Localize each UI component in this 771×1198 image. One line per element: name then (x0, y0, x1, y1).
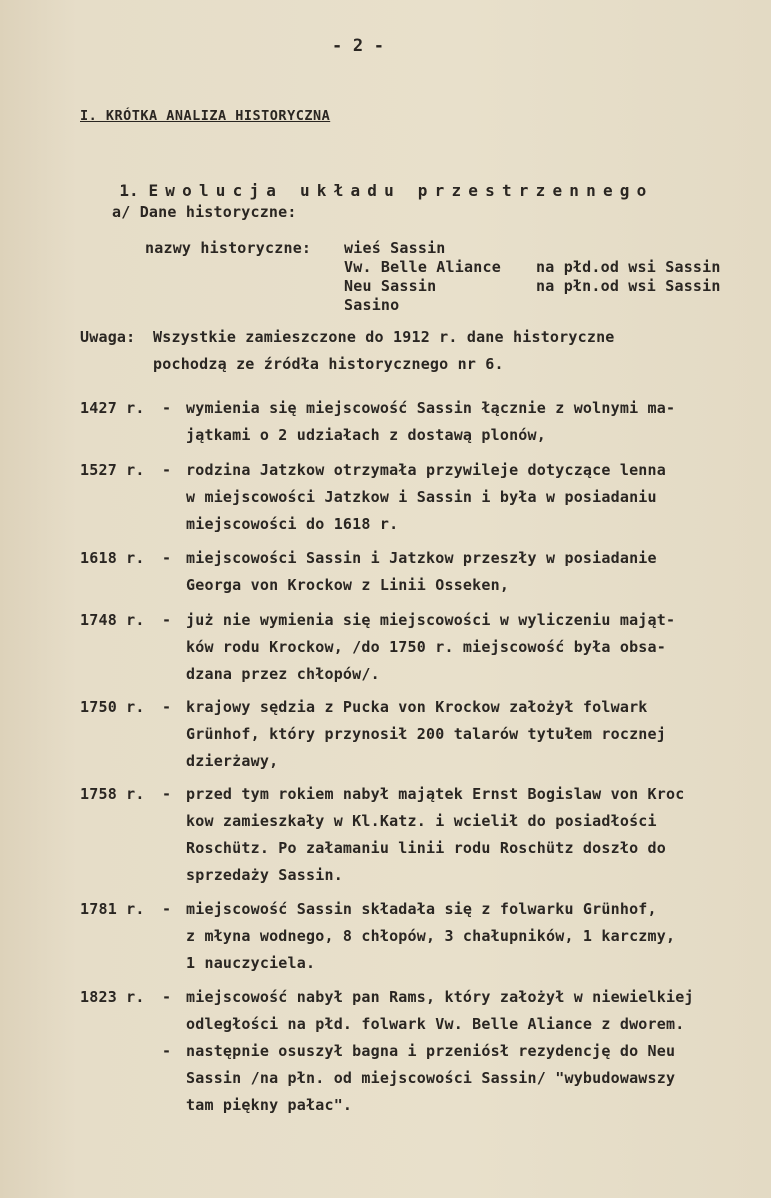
entry-line: z młyna wodnego, 8 chłopów, 3 chałupników, 1 karczmy, (186, 927, 676, 945)
subsection-number: 1. (119, 181, 139, 200)
entry-line: dzierżawy, (186, 752, 279, 770)
entry-line: następnie osuszył bagna i przeniósł rezydencję do Neu (186, 1042, 676, 1060)
entry-dash: - (162, 399, 172, 417)
historical-name: Sasino (344, 296, 400, 314)
historical-name: Neu Sassin (344, 277, 437, 295)
entry-line: Sassin /na płn. od miejscowości Sassin/ "wybudowawszy (186, 1069, 676, 1087)
entry-line: Grünhof, który przynosił 200 talarów tytułem rocznej (186, 725, 666, 743)
entry-year: 1427 r. (80, 399, 145, 417)
entry-dash: - (162, 549, 172, 567)
subsection-title: Ewolucja układu przestrzennego (148, 181, 654, 200)
section-heading: I. KRÓTKA ANALIZA HISTORYCZNA (80, 108, 331, 124)
entry-line: kow zamieszkały w Kl.Katz. i wcielił do posiadłości (186, 812, 657, 830)
entry-year: 1750 r. (80, 698, 145, 716)
entry-line: sprzedaży Sassin. (186, 866, 343, 884)
entry-dash: - (162, 900, 172, 918)
historical-name-note: na płn.od wsi Sassin (536, 277, 721, 295)
entry-dash: - (162, 988, 172, 1006)
entry-line: miejscowości do 1618 r. (186, 515, 399, 533)
entry-line: Roschütz. Po załamaniu linii rodu Roschütz doszło do (186, 839, 666, 857)
entry-line: Georga von Krockow z Linii Osseken, (186, 576, 510, 594)
note-label: Uwaga: (80, 328, 136, 346)
note-line: Wszystkie zamieszczone do 1912 r. dane historyczne (153, 328, 615, 346)
entry-year: 1781 r. (80, 900, 145, 918)
entry-line: tam piękny pałac". (186, 1096, 353, 1114)
entry-line: ków rodu Krockow, /do 1750 r. miejscowość była obsa- (186, 638, 666, 656)
entry-dash: - (162, 785, 172, 803)
entry-line: dzana przez chłopów/. (186, 665, 380, 683)
page-number: - 2 - (332, 36, 385, 56)
entry-year: 1527 r. (80, 461, 145, 479)
historical-names-label: nazwy historyczne: (145, 239, 312, 257)
entry-line: przed tym rokiem nabył majątek Ernst Bogislaw von Kroc (186, 785, 685, 803)
entry-line: odległości na płd. folwark Vw. Belle Aliance z dworem. (186, 1015, 685, 1033)
entry-year: 1758 r. (80, 785, 145, 803)
historical-name-note: na płd.od wsi Sassin (536, 258, 721, 276)
entry-year: 1748 r. (80, 611, 145, 629)
entry-year: 1618 r. (80, 549, 145, 567)
entry-line: miejscowości Sassin i Jatzkow przeszły w posiadanie (186, 549, 657, 567)
entry-line: miejscowość nabył pan Rams, który założył w niewielkiej (186, 988, 694, 1006)
entry-line: jątkami o 2 udziałach z dostawą plonów, (186, 426, 546, 444)
entry-line: wymienia się miejscowość Sassin łącznie z wolnymi ma- (186, 399, 676, 417)
entry-dash: - (162, 461, 172, 479)
entry-dash: - (162, 698, 172, 716)
entry-dash: - (162, 1042, 172, 1060)
entry-line: krajowy sędzia z Pucka von Krockow założył folwark (186, 698, 648, 716)
entry-line: w miejscowości Jatzkow i Sassin i była w posiadaniu (186, 488, 657, 506)
entry-dash: - (162, 611, 172, 629)
historical-name: wieś Sassin (344, 239, 446, 257)
historical-name: Vw. Belle Aliance (344, 258, 501, 276)
entry-year: 1823 r. (80, 988, 145, 1006)
data-label: a/ Dane historyczne: (112, 203, 297, 221)
entry-line: miejscowość Sassin składała się z folwarku Grünhof, (186, 900, 657, 918)
entry-line: już nie wymienia się miejscowości w wyliczeniu mająt- (186, 611, 676, 629)
note-line: pochodzą ze źródła historycznego nr 6. (153, 355, 504, 373)
entry-line: 1 nauczyciela. (186, 954, 316, 972)
entry-line: rodzina Jatzkow otrzymała przywileje dotyczące lenna (186, 461, 666, 479)
